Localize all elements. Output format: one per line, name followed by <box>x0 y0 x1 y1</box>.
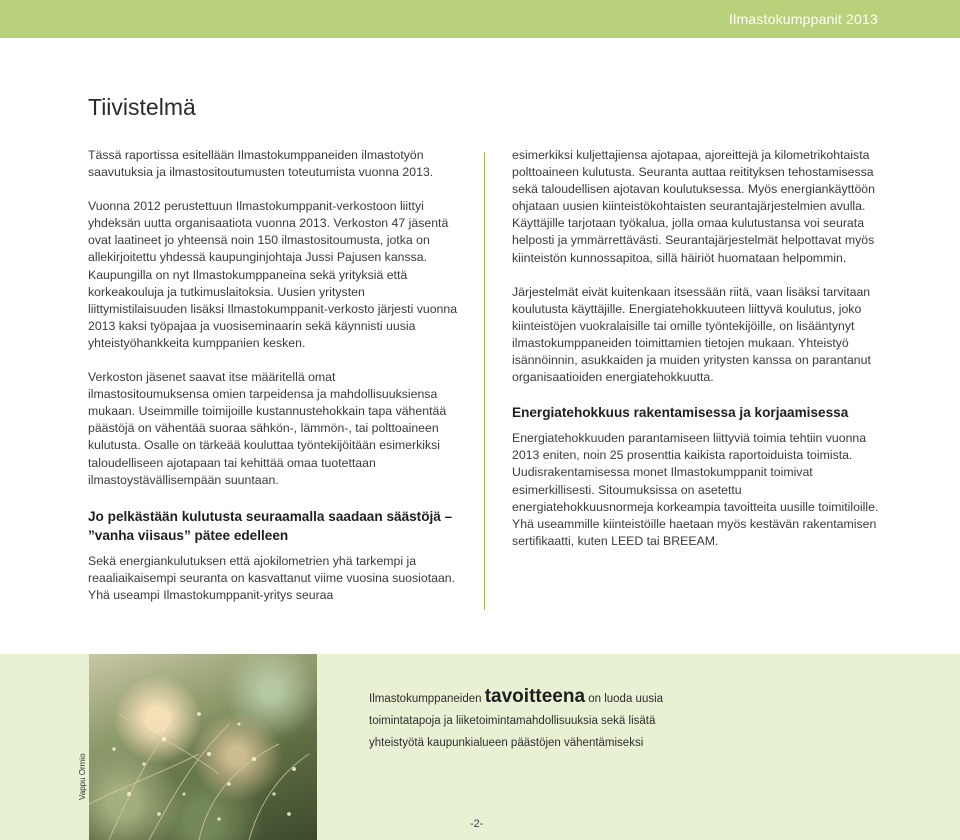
paragraph: Energiatehokkuuden parantamiseen liittyviä toimia tehtiin vuonna 2013 eniten, noin 25 prosenttia kaikista raportoiduista toimista. Uudisrakentamisessa monet Ilmastokumppanit toimivat esimerkillisesti. Sitoumuksissa on asetettu energiatehokkuusnormeja korkeampia tavoitteita uusille toimitiloille. Yhä useammille kiinteistöille haetaan myös kestävän rakentamisen sertifikaatti, kuten LEED tai BREEAM. <box>512 431 879 548</box>
plant-stems-image <box>89 654 317 840</box>
paragraph: Verkoston jäsenet saavat itse määritellä omat ilmastositoumuksensa omien tarpeidensa ja mahdollisuuksiensa mukaan. Useimmille toimijoille kustannustehokkain tapa vähentää päästöjä on vähentää suoraa sähkön-, lämmön-, tai polttoaineen kulutusta. Osalle on tärkeää kouluttaa työntekijöitään esimerkiksi taloudelliseen ajotapaan tai kehittää omaa tuotettaan ilmastoystävällisempään suuntaan. <box>88 370 447 487</box>
paragraph: Vuonna 2012 perustettuun Ilmastokumppanit-verkostoon liittyi yhdeksän uutta organisaatiota vuonna 2013. Verkoston 47 jäsentä ovat laatineet jo yhteensä noin 150 ilmastositoumusta, jotka on allekirjoitettu yhdessä kaupunginjohtaja Jussi Pajusen kanssa. Kaupungilla on nyt Ilmastokumppaneina sekä yrityksiä että korkeakouluja ja tutkimuslaitoksia. Uusien yritysten liittymistilaisuuden lisäksi Ilmastokumppanit-verkosto järjesti vuonna 2013 kaksi työpajaa ja vuosiseminaarin sekä käynnisti uusia yhteistyöhankkeita kumppanien kesken. <box>88 199 458 350</box>
column-divider <box>484 152 485 610</box>
paragraph: Järjestelmät eivät kuitenkaan itsessään riitä, vaan lisäksi tarvitaan koulutusta käyttäjille. Energiatehokkuuteen liittyvä koulutus, joko kiinteistöjen vuokralaisille tai omille työntekijöille, on lisääntynyt ilmastokumppaneiden toimittamien tietojen mukaan. Yhteistyö isännöinnin, asukkaiden ja muiden yritysten kanssa on parantanut organisaatioiden energiatehokkuutta. <box>512 284 871 385</box>
page-title: Tiivistelmä <box>88 94 196 120</box>
section-heading: Jo pelkästään kulutusta seuraamalla saadaan säästöjä – ”vanha viisaus” pätee edelleen <box>88 508 453 543</box>
paragraph: esimerkiksi kuljettajiensa ajotapaa, ajoreittejä ja kilometrikohtaista polttoaineen kulutusta. Seuranta auttaa reitityksen tehostamisessa sekä taloudellisen ajotavan koulutuksessa. Myös energiankäyttöön ohjataan uusien kiinteistökohtaisten seurantajärjestelmien avulla. Käyttäjille tarjotaan työkalua, jolla omaa kulutustansa voi seurata helposti ja ymmärrettävästi. Seurantajärjestelmät helpottavat myös kiinteistön kunnossapitoa, sillä häiriöt huomataan helpommin. <box>512 148 875 265</box>
section-heading: Energiatehokkuus rakentamisessa ja korjaamisessa <box>512 405 849 421</box>
callout-text: on luoda uusia toimintatapoja ja liiketoimintamahdollisuuksia sekä lisätä yhteistyötä kaupunkialueen päästöjen vähentämiseksi <box>369 693 664 749</box>
page-number: -2- <box>470 818 484 830</box>
paragraph: Tässä raportissa esitellään Ilmastokumppaneiden ilmastotyön saavutuksia ja ilmastositoutumusten toteutumista vuonna 2013. <box>88 148 434 180</box>
paragraph: Sekä energiankulutuksen että ajokilometrien yhä tarkempi ja reaaliaikaisempi seuranta on kasvattanut viime vuosina suosiotaan. Yhä useampi Ilmastokumppanit-yritys seuraa <box>88 553 456 602</box>
document-title: Ilmastokumppanit 2013 <box>729 11 878 27</box>
callout-quote <box>369 686 709 754</box>
callout-text: Ilmastokumppaneiden <box>369 693 485 705</box>
callout-keyword: tavoitteena <box>484 686 586 707</box>
left-column <box>88 147 458 621</box>
plant-photo <box>89 654 317 840</box>
right-column <box>512 147 882 567</box>
photo-credit: Vappu Ormio <box>78 753 87 800</box>
header-bar <box>0 0 960 38</box>
